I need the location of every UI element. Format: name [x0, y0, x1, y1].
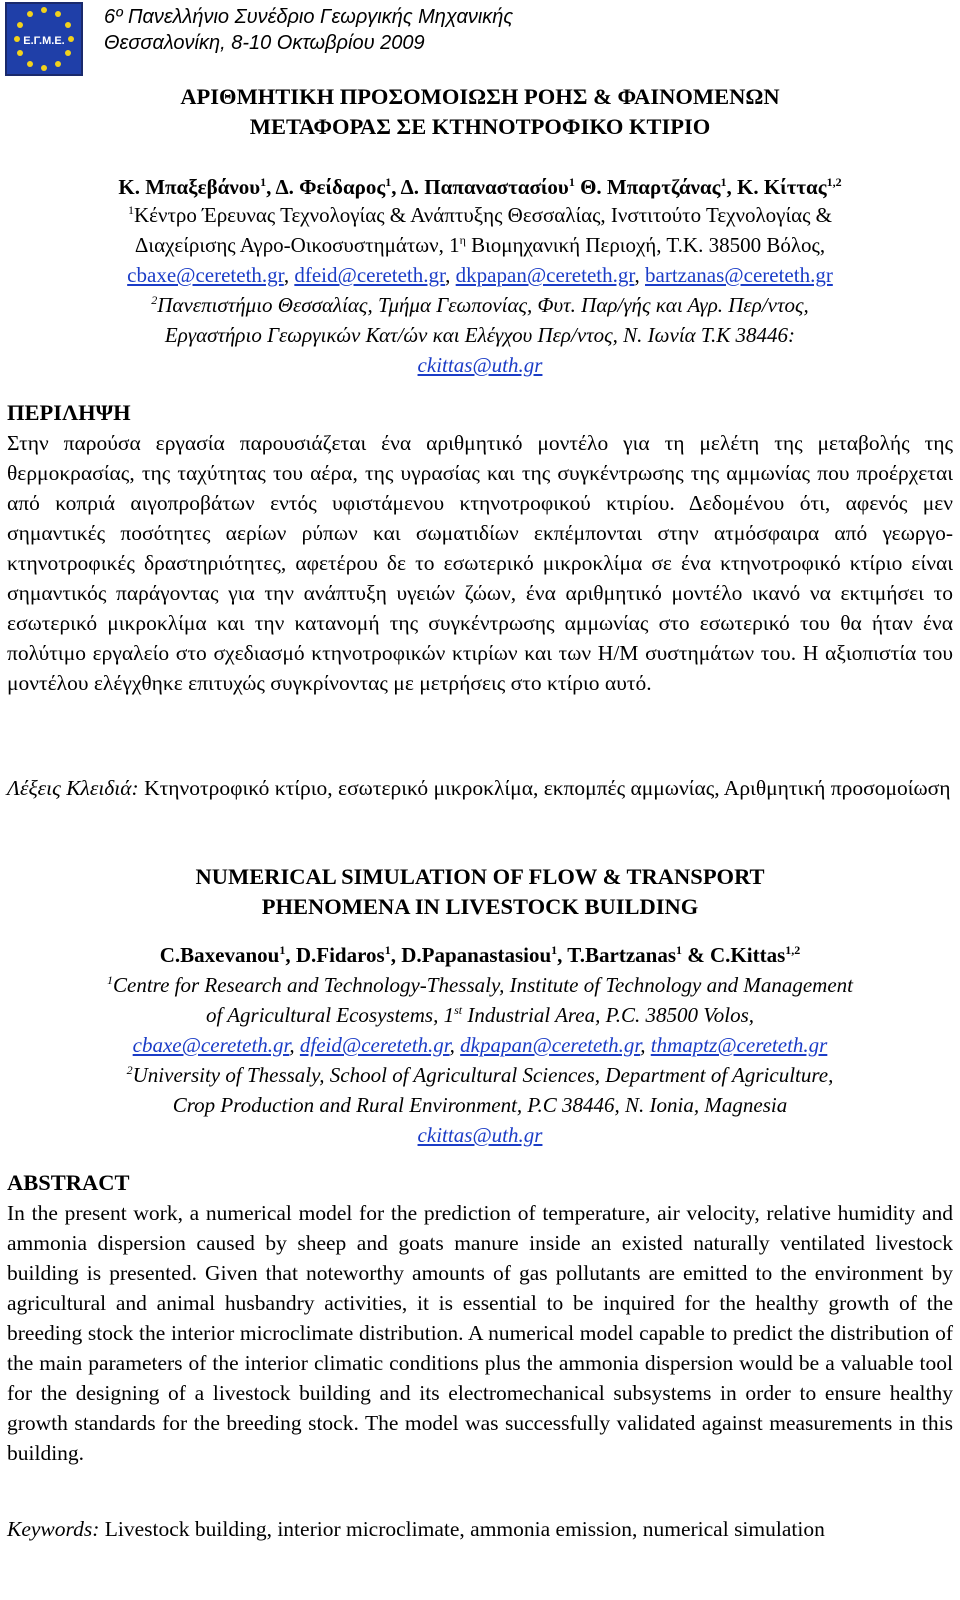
greek-author-sup: 1: [385, 175, 392, 189]
greek-author-sup: 1,2: [826, 175, 842, 189]
greek-author-name: Κ. Μπαξεβάνου: [118, 175, 261, 199]
english-aff1-line2b: Industrial Area, P.C. 38500 Volos,: [462, 1003, 754, 1027]
ordinal-sup: st: [454, 1003, 463, 1017]
greek-author-sup: 1: [260, 175, 267, 189]
aff-sup: 2: [126, 1063, 133, 1077]
greek-author-name: Θ. Μπαρτζάνας: [580, 175, 721, 199]
greek-author-sup: 1: [720, 175, 727, 189]
greek-author-name: Κ. Κίττας: [737, 175, 827, 199]
english-author-sup: 1,2: [785, 943, 801, 957]
english-author-separator: &: [682, 943, 710, 967]
english-author-separator: ,: [557, 943, 568, 967]
english-author-name: C.Baxevanou: [159, 943, 280, 967]
greek-author-separator: ,: [266, 175, 276, 199]
english-aff2-line1: University of Thessaly, School of Agricultural Sciences, Department of Agriculture,: [132, 1063, 834, 1087]
english-abstract-text: In the present work, a numerical model for the prediction of temperature, air velocity, relative humidity and ammonia dispersion caused by sheep and goats manure inside an existed naturally ventilated livestock building is presented. Given that noteworthy amounts of gas pollutants are emitted to the environment by agricultural and animal husbandry activities, it is essential to be inquired for the healthy growth of the breeding stock the interior microclimate distribution. A numerical model capable to predict the distribution of the main parameters of the interior climatic conditions plus the ammonia dispersion would be a valuable tool for the designing of a livestock building and its electromechanical subsystems in order to ensure healthy growth standards for the breeding stock. The model was successfully validated against measurements in this building.: [7, 1201, 953, 1465]
greek-email-separator: ,: [445, 263, 456, 287]
english-email-link[interactable]: thmaptz@cereteth.gr: [650, 1033, 828, 1057]
greek-aff1-line1: Κέντρο Έρευνας Τεχνολογίας & Ανάπτυξης Θεσσαλίας, Ινστιτούτο Τεχνολογίας &: [133, 203, 833, 227]
conference-header: [104, 4, 513, 56]
english-email-separator: ,: [289, 1033, 300, 1057]
english-author-separator: ,: [390, 943, 402, 967]
greek-keywords-label: Λέξεις Κλειδιά:: [7, 776, 139, 800]
english-author-name: D.Papanastasiou: [401, 943, 552, 967]
english-email-link[interactable]: cbaxe@cereteth.gr: [132, 1033, 290, 1057]
greek-abstract-heading: ΠΕΡΙΛΗΨΗ: [7, 400, 131, 425]
english-title-line1: NUMERICAL SIMULATION OF FLOW & TRANSPORT: [195, 864, 765, 889]
star-ring-icon: [7, 4, 81, 74]
english-email-link[interactable]: dfeid@cereteth.gr: [299, 1033, 450, 1057]
greek-aff2-line2: Εργαστήριο Γεωργικών Κατ/ών και Ελέγχου Περ/ντος, Ν. Ιωνία Τ.Κ 38446:: [164, 323, 796, 347]
logo-text: Ε.Γ.Μ.Ε.: [23, 35, 65, 47]
greek-affiliation-2: [0, 290, 960, 380]
greek-title: [0, 82, 960, 142]
english-author-separator: ,: [285, 943, 296, 967]
english-author-name: C.Kittas: [710, 943, 786, 967]
english-keywords-list: Livestock building, interior microclimate, ammonia emission, numerical simulation: [99, 1517, 825, 1541]
english-aff2-line2: Crop Production and Rural Environment, P.C 38446, N. Ionia, Magnesia: [172, 1093, 788, 1117]
greek-aff2-line1: Πανεπιστήμιο Θεσσαλίας, Τμήμα Γεωπονίας, Φυτ. Παρ/γής και Αγρ. Περ/ντος,: [157, 293, 809, 317]
greek-email-link[interactable]: dkpapan@cereteth.gr: [455, 263, 635, 287]
society-logo: [5, 2, 83, 76]
english-email-link[interactable]: dkpapan@cereteth.gr: [460, 1033, 641, 1057]
aff-sup: 1: [127, 203, 134, 217]
greek-authors: [0, 172, 960, 202]
greek-author-separator: ,: [726, 175, 738, 199]
greek-affiliation-1: [0, 200, 960, 290]
english-title-line2: PHENOMENA IN LIVESTOCK BUILDING: [261, 894, 699, 919]
english-author-sup: 1: [676, 943, 682, 957]
english-affiliation-1: [0, 970, 960, 1060]
greek-email-separator: ,: [283, 263, 295, 287]
english-title: [0, 862, 960, 922]
aff-sup: 2: [151, 293, 158, 307]
english-author-name: D.Fidaros: [295, 943, 385, 967]
aff-sup: 1: [107, 973, 114, 987]
greek-author-name: Δ. Παπαναστασίου: [400, 175, 569, 199]
greek-author-separator: ,: [391, 175, 401, 199]
greek-aff1-line2a: Διαχείρισης Αγρο-Οικοσυστημάτων, 1: [134, 233, 460, 257]
english-aff1-line1: Centre for Research and Technology-Thessaly, Institute of Technology and Management: [113, 973, 853, 997]
english-email-separator: ,: [640, 1033, 651, 1057]
greek-email-list: [0, 260, 960, 290]
english-email-list: [0, 1030, 960, 1060]
greek-aff2-email-link[interactable]: ckittas@uth.gr: [417, 353, 543, 377]
greek-email-link[interactable]: cbaxe@cereteth.gr: [127, 263, 284, 287]
english-author-sup: 1: [551, 943, 558, 957]
english-author-name: T.Bartzanas: [567, 943, 676, 967]
greek-aff1-line2b: Βιομηχανική Περιοχή, Τ.Κ. 38500 Βόλος,: [465, 233, 826, 257]
greek-title-line2: ΜΕΤΑΦΟΡΑΣ ΣΕ ΚΤΗΝΟΤΡΟΦΙΚΟ ΚΤΙΡΙΟ: [249, 114, 711, 139]
greek-keywords-list: Κτηνοτροφικό κτίριο, εσωτερικό μικροκλίμα, εκπομπές αμμωνίας, Αριθμητική προσομοίωση: [138, 776, 951, 800]
english-aff1-line2a: of Agricultural Ecosystems, 1: [206, 1003, 455, 1027]
english-affiliation-2: [0, 1060, 960, 1150]
greek-author-sup: 1: [568, 175, 575, 189]
english-keywords-label: Keywords:: [7, 1517, 100, 1541]
english-author-sup: 1: [384, 943, 391, 957]
english-keywords: [7, 1514, 953, 1544]
greek-keywords: [7, 773, 953, 803]
english-abstract-heading: ABSTRACT: [7, 1170, 130, 1195]
greek-email-separator: ,: [634, 263, 645, 287]
greek-title-line1: ΑΡΙΘΜΗΤΙΚΗ ΠΡΟΣΟΜΟΙΩΣΗ ΡΟΗΣ & ΦΑΙΝΟΜΕΝΩΝ: [180, 84, 780, 109]
ordinal-sup: η: [459, 233, 466, 247]
greek-author-name: Δ. Φείδαρος: [275, 175, 386, 199]
conference-venue: Θεσσαλονίκη, 8-10 Οκτωβρίου 2009: [104, 32, 425, 54]
greek-abstract-text: Στην παρούσα εργασία παρουσιάζεται ένα αριθμητικό μοντέλο για τη μελέτη της μεταβολής της θερμοκρασίας, της ταχύτητας του αέρα, της υγρασίας και της συγκέντρωσης της αμμωνίας που προέρχεται από κοπριά αιγοπροβάτων εντός υφιστάμενου κτηνοτροφικού κτιρίου. Δεδομένου ότι, αφενός μεν σημαντικές ποσότητες αερίων ρύπων και σωματιδίων εκπέμπονται στην ατμόσφαιρα από γεωργο-κτηνοτροφικές δραστηριότητες, αφετέρου δε το εσωτερικό μικροκλίμα σε ένα κτηνοτροφικό κτίριο είναι σημαντικός παράγοντας για την ανάπτυξη υγειών ζώων, ένα αριθμητικό μοντέλο ικανό να εκτιμήσει το εσωτερικό μικροκλίμα και την κατανομή της συγκέντρωσης αμμωνίας στο εσωτερικό του θα ήταν ένα πολύτιμο εργαλείο στο σχεδιασμό κτηνοτροφικών κτιρίων και των Η/Μ συστημάτων του. Η αξιοπιστία του μοντέλου ελέγχθηκε επιτυχώς συγκρίνοντας με μετρήσεις στο κτίριο αυτό.: [7, 431, 953, 695]
english-aff2-email-link[interactable]: ckittas@uth.gr: [417, 1123, 543, 1147]
english-authors: [0, 940, 960, 970]
conference-name: 6º Πανελλήνιο Συνέδριο Γεωργικής Μηχανικής: [104, 6, 514, 28]
greek-email-link[interactable]: bartzanas@cereteth.gr: [645, 263, 833, 287]
greek-email-link[interactable]: dfeid@cereteth.gr: [294, 263, 446, 287]
english-email-separator: ,: [449, 1033, 461, 1057]
english-author-sup: 1: [279, 943, 286, 957]
